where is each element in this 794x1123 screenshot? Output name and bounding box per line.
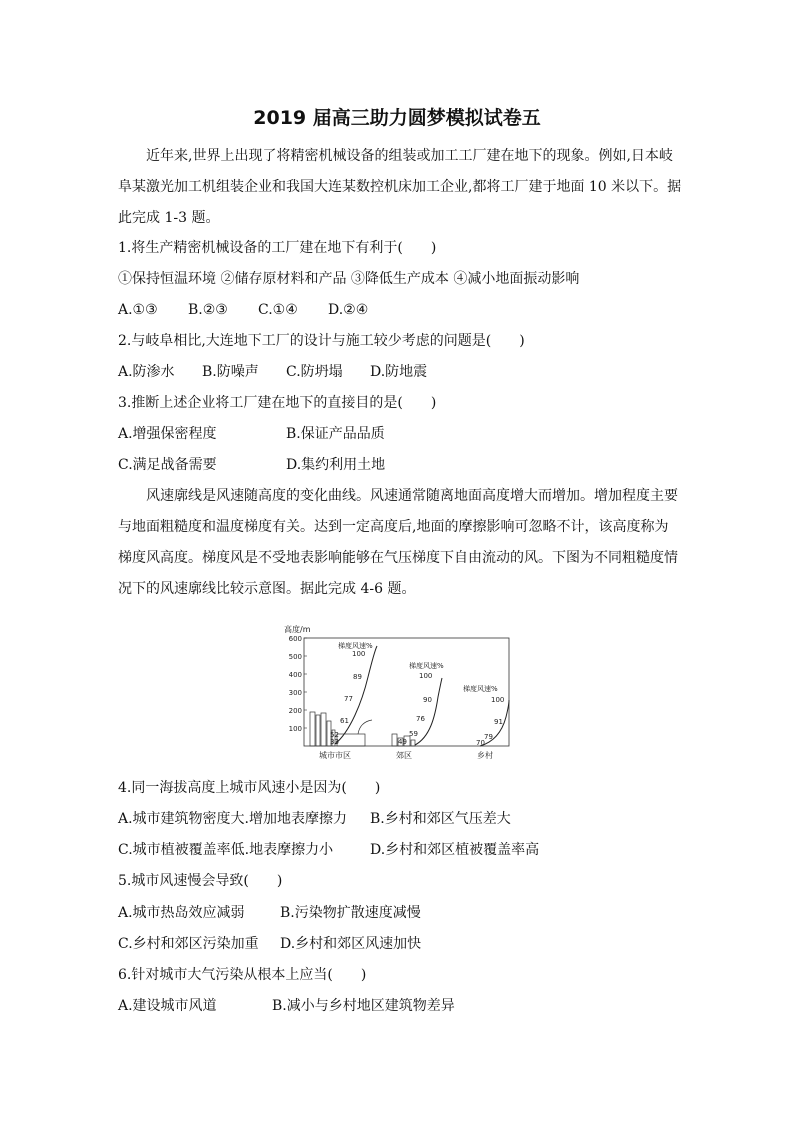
question-3-option-d[interactable]: D.集约利用土地 [286, 457, 386, 473]
rural-gradient-label: 梯度风速% [463, 685, 498, 693]
passage-1-line: 此完成 1-3 题。 [118, 210, 220, 226]
question-4-option-a[interactable]: A.城市建筑物密度大.增加地表摩擦力 [118, 811, 348, 827]
city-gradient-label: 梯度风速% [338, 642, 373, 650]
passage-2-line: 风速廓线是风速随高度的变化曲线。风速通常随离地面高度增大而增加。增加程度主要 [146, 488, 678, 504]
question-3-option-a[interactable]: A.增强保密程度 [118, 426, 217, 442]
suburb-value-label: 59 [409, 730, 418, 738]
question-4-option-c[interactable]: C.城市植被覆盖率低.地表摩擦力小 [118, 842, 334, 858]
passage-2-line: 况下的风速廓线比较示意图。据此完成 4-6 题。 [118, 581, 416, 597]
question-5-option-a[interactable]: A.城市热岛效应减弱 [118, 905, 245, 921]
zone-label-rural: 乡村 [477, 751, 493, 760]
suburb-value-label: 49 [398, 738, 407, 746]
city-value-label: 33 [330, 738, 339, 746]
rural-value-label: 91 [494, 718, 503, 726]
question-1-option-a[interactable]: A.①③ [118, 302, 158, 318]
y-tick-label: 500 [288, 653, 302, 661]
y-tick-label: 600 [288, 635, 302, 643]
city-profile-curve [335, 646, 377, 744]
question-3-option-b[interactable]: B.保证产品品质 [286, 426, 385, 442]
question-2-option-b[interactable]: B.防噪声 [202, 364, 259, 380]
y-tick-label: 100 [288, 725, 302, 733]
page-title: 2019 届高三助力圆梦模拟试卷五 [253, 107, 541, 129]
question-3-option-c[interactable]: C.满足战备需要 [118, 457, 217, 473]
question-5-option-b[interactable]: B.污染物扩散速度减慢 [280, 905, 421, 921]
y-axis-label: 高度/m [284, 625, 311, 634]
city-value-label: 77 [344, 695, 353, 703]
question-5-option-c[interactable]: C.乡村和郊区污染加重 [118, 936, 259, 952]
city-value-label: 100 [352, 650, 366, 658]
y-tick-label: 300 [288, 689, 302, 697]
city-value-label: 89 [353, 673, 362, 681]
wind-profile-figure [280, 622, 520, 770]
city-value-label: 61 [340, 717, 349, 725]
passage-2-line: 与地面粗糙度和温度梯度有关。达到一定高度后,地面的摩擦影响可忽略不计，该高度称为 [118, 519, 669, 535]
question-3-stem: 3.推断上述企业将工厂建在地下的直接目的是( ) [118, 395, 437, 411]
question-1-option-d[interactable]: D.②④ [328, 302, 369, 318]
zone-label-city: 城市市区 [319, 751, 351, 760]
question-6-option-b[interactable]: B.减小与乡村地区建筑物差异 [272, 998, 455, 1014]
question-1-option-b[interactable]: B.②③ [188, 302, 228, 318]
rural-value-label: 79 [484, 733, 493, 741]
question-1-stem: 1.将生产精密机械设备的工厂建在地下有利于( ) [118, 240, 437, 256]
passage-1-line: 近年来,世界上出现了将精密机械设备的组装或加工工厂建在地下的现象。例如,日本岐 [146, 148, 673, 164]
question-4-option-d[interactable]: D.乡村和郊区植被覆盖率高 [370, 842, 540, 858]
question-2-stem: 2.与岐阜相比,大连地下工厂的设计与施工较少考虑的问题是( ) [118, 333, 525, 349]
question-6-option-a[interactable]: A.建设城市风道 [118, 998, 217, 1014]
question-1-items: ①保持恒温环境 ②储存原材料和产品 ③降低生产成本 ④减小地面振动影响 [118, 271, 580, 287]
question-2-option-a[interactable]: A.防渗水 [118, 364, 175, 380]
question-5-stem: 5.城市风速慢会导致( ) [118, 873, 283, 889]
suburb-gradient-label: 梯度风速% [409, 662, 444, 670]
city-value-label: 52 [330, 731, 339, 739]
passage-1-line: 阜某激光加工机组装企业和我国大连某数控机床加工企业,都将工厂建于地面 10 米以下。据 [118, 179, 682, 195]
suburb-value-label: 76 [416, 715, 425, 723]
question-6-stem: 6.针对城市大气污染从根本上应当( ) [118, 967, 367, 983]
question-4-stem: 4.同一海拔高度上城市风速小是因为( ) [118, 780, 381, 796]
suburb-value-label: 90 [423, 696, 432, 704]
y-tick-label: 400 [288, 671, 302, 679]
question-4-option-b[interactable]: B.乡村和郊区气压差大 [370, 811, 511, 827]
question-2-option-c[interactable]: C.防坍塌 [286, 364, 343, 380]
suburb-profile-curve [415, 678, 442, 745]
passage-2-line: 梯度风高度。梯度风是不受地表影响能够在气压梯度下自由流动的风。下图为不同粗糙度情 [118, 550, 678, 566]
rural-value-label: 70 [476, 739, 485, 747]
question-2-option-d[interactable]: D.防地震 [370, 364, 428, 380]
rural-value-label: 100 [491, 696, 505, 704]
y-tick-label: 200 [288, 707, 302, 715]
suburb-value-label: 100 [419, 672, 433, 680]
question-5-option-d[interactable]: D.乡村和郊区风速加快 [280, 936, 422, 952]
question-1-option-c[interactable]: C.①④ [258, 302, 298, 318]
zone-label-suburb: 郊区 [396, 751, 412, 760]
